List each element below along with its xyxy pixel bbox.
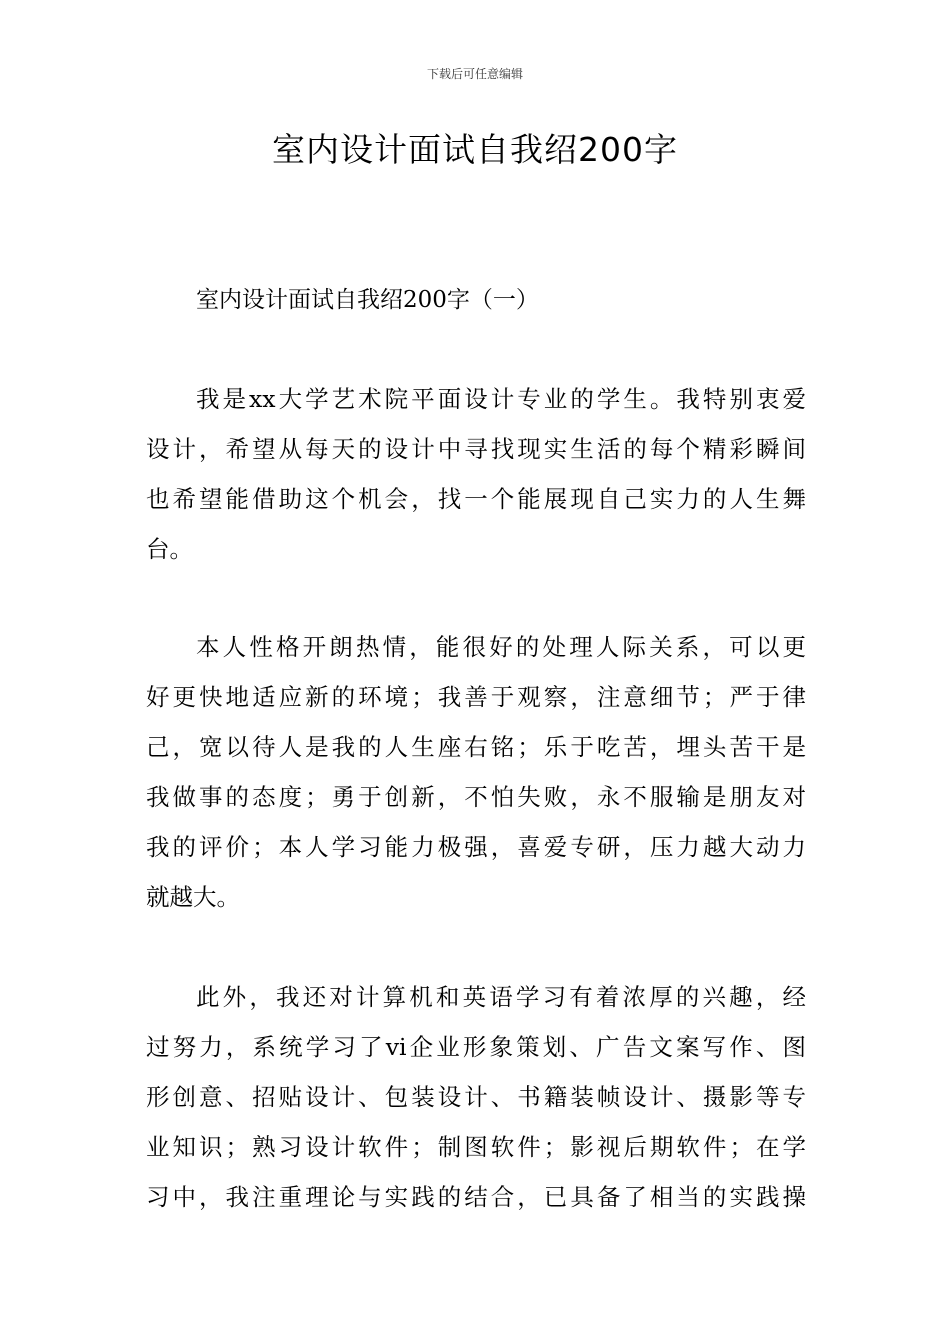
section-heading: 室内设计面试自我绍200字（一） [196,287,539,313]
paragraph-2 [146,622,806,922]
paragraph-3 [146,972,806,1222]
paragraph-line: 习中，我注重理论与实践的结合，已具备了相当的实践操 [146,1183,806,1211]
paragraph-line: 也希望能借助这个机会，找一个能展现自己实力的人生舞 [146,485,806,513]
paragraph-line: 业知识；熟习设计软件；制图软件；影视后期软件；在学 [146,1133,806,1161]
paragraph-line: 我的评价；本人学习能力极强，喜爱专研，压力越大动力 [146,833,806,861]
paragraph-line: 己，宽以待人是我的人生座右铭；乐于吃苦，埋头苦干是 [146,733,806,761]
paragraph-line: 此外，我还对计算机和英语学习有着浓厚的兴趣，经 [196,983,806,1011]
document-title: 室内设计面试自我绍200字 [272,130,678,169]
paragraph-line: 本人性格开朗热情，能很好的处理人际关系，可以更 [196,633,806,661]
paragraph-line: 台。 [146,535,193,563]
paragraph-line: 我做事的态度；勇于创新，不怕失败，永不服输是朋友对 [146,783,806,811]
paragraph-line: 过努力，系统学习了vi企业形象策划、广告文案写作、图 [146,1033,806,1061]
paragraph-line: 形创意、招贴设计、包装设计、书籍装帧设计、摄影等专 [146,1083,806,1111]
paragraph-line: 就越大。 [146,883,240,911]
paragraph-line: 好更快地适应新的环境；我善于观察，注意细节；严于律 [146,683,806,711]
paragraph-line: 我是xx大学艺术院平面设计专业的学生。我特别衷爱 [196,385,806,413]
header-note: 下载后可任意编辑 [426,67,523,81]
paragraph-line: 设计，希望从每天的设计中寻找现实生活的每个精彩瞬间 [146,435,806,463]
paragraph-1 [146,374,806,574]
